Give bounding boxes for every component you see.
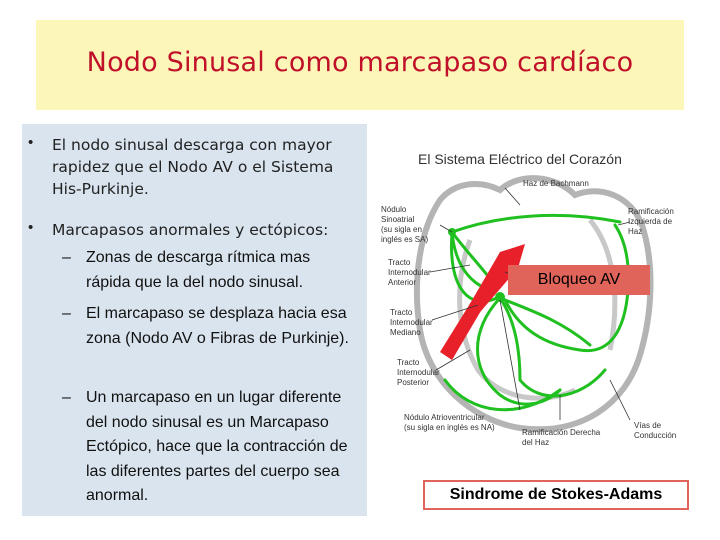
heart-conduction-diagram — [374, 140, 704, 480]
subbullet-text: Zonas de descarga rítmica mas rápida que la del nodo sinusal. — [86, 249, 311, 291]
dash-marker: – — [62, 305, 71, 322]
label-anterior: Tracto — [388, 258, 411, 267]
dash-marker: – — [62, 389, 71, 406]
bullet-text: Marcapasos anormales y ectópicos: — [52, 221, 329, 239]
label-ramif-der: del Haz — [522, 438, 550, 447]
label-medio: Internodular — [390, 318, 433, 327]
label-vias: Conducción — [634, 431, 677, 440]
label-anterior: Internodular — [388, 268, 431, 277]
label-posterior: Posterior — [397, 378, 430, 387]
dash-marker: – — [62, 249, 71, 266]
label-posterior: Tracto — [397, 358, 420, 367]
label-sinusal: inglés es SA) — [381, 235, 429, 244]
syndrome-label: Sindrome de Stokes-Adams — [423, 480, 689, 510]
av-block-label: Bloqueo AV — [508, 265, 650, 295]
label-medio: Mediano — [390, 328, 421, 337]
label-medio: Tracto — [390, 308, 413, 317]
title-banner — [36, 20, 684, 110]
label-ramif-izq: Ramificación — [628, 207, 674, 216]
label-av: Nódulo Atrioventricular — [404, 413, 485, 422]
bullet-marker: • — [28, 219, 34, 236]
label-ramif-der: Ramificación Derecha — [522, 428, 601, 437]
label-vias: Vías de — [634, 421, 662, 430]
label-posterior: Internodular — [397, 368, 440, 377]
subbullet-item — [62, 386, 356, 509]
bullet-marker: • — [28, 134, 34, 151]
subbullet-text: El marcapaso se desplaza hacia esa zona (Nodo AV o Fibras de Purkinje). — [86, 305, 349, 347]
label-ramif-izq: Izquierda de — [628, 217, 673, 226]
bullet-item — [28, 219, 352, 241]
slide-title: Nodo Sinusal como marcapaso cardíaco — [86, 46, 634, 78]
label-anterior: Anterior — [388, 278, 417, 287]
label-av: (su sigla en inglés es NA) — [404, 423, 495, 432]
subbullet-item — [62, 302, 356, 351]
subbullet-text: Un marcapaso en un lugar diferente del nodo sinusal es un Marcapaso Ectópico, hace que la contracción de las diferentes partes del cuerpo sea anormal. — [86, 389, 348, 504]
bullet-text: El nodo sinusal descarga con mayor rapidez que el Nodo AV o el Sistema His-Purkinje. — [52, 136, 334, 198]
label-sinusal: (su sigla en — [381, 225, 422, 234]
diagram-title: El Sistema Eléctrico del Corazón — [418, 151, 622, 167]
bullet-item — [28, 134, 352, 200]
label-bachmann: Haz de Bachmann — [523, 179, 589, 188]
label-sinusal: Sinoatrial — [381, 215, 415, 224]
label-ramif-izq: Haz — [628, 227, 643, 236]
subbullet-item — [62, 246, 356, 295]
label-sinusal: Nódulo — [381, 205, 407, 214]
